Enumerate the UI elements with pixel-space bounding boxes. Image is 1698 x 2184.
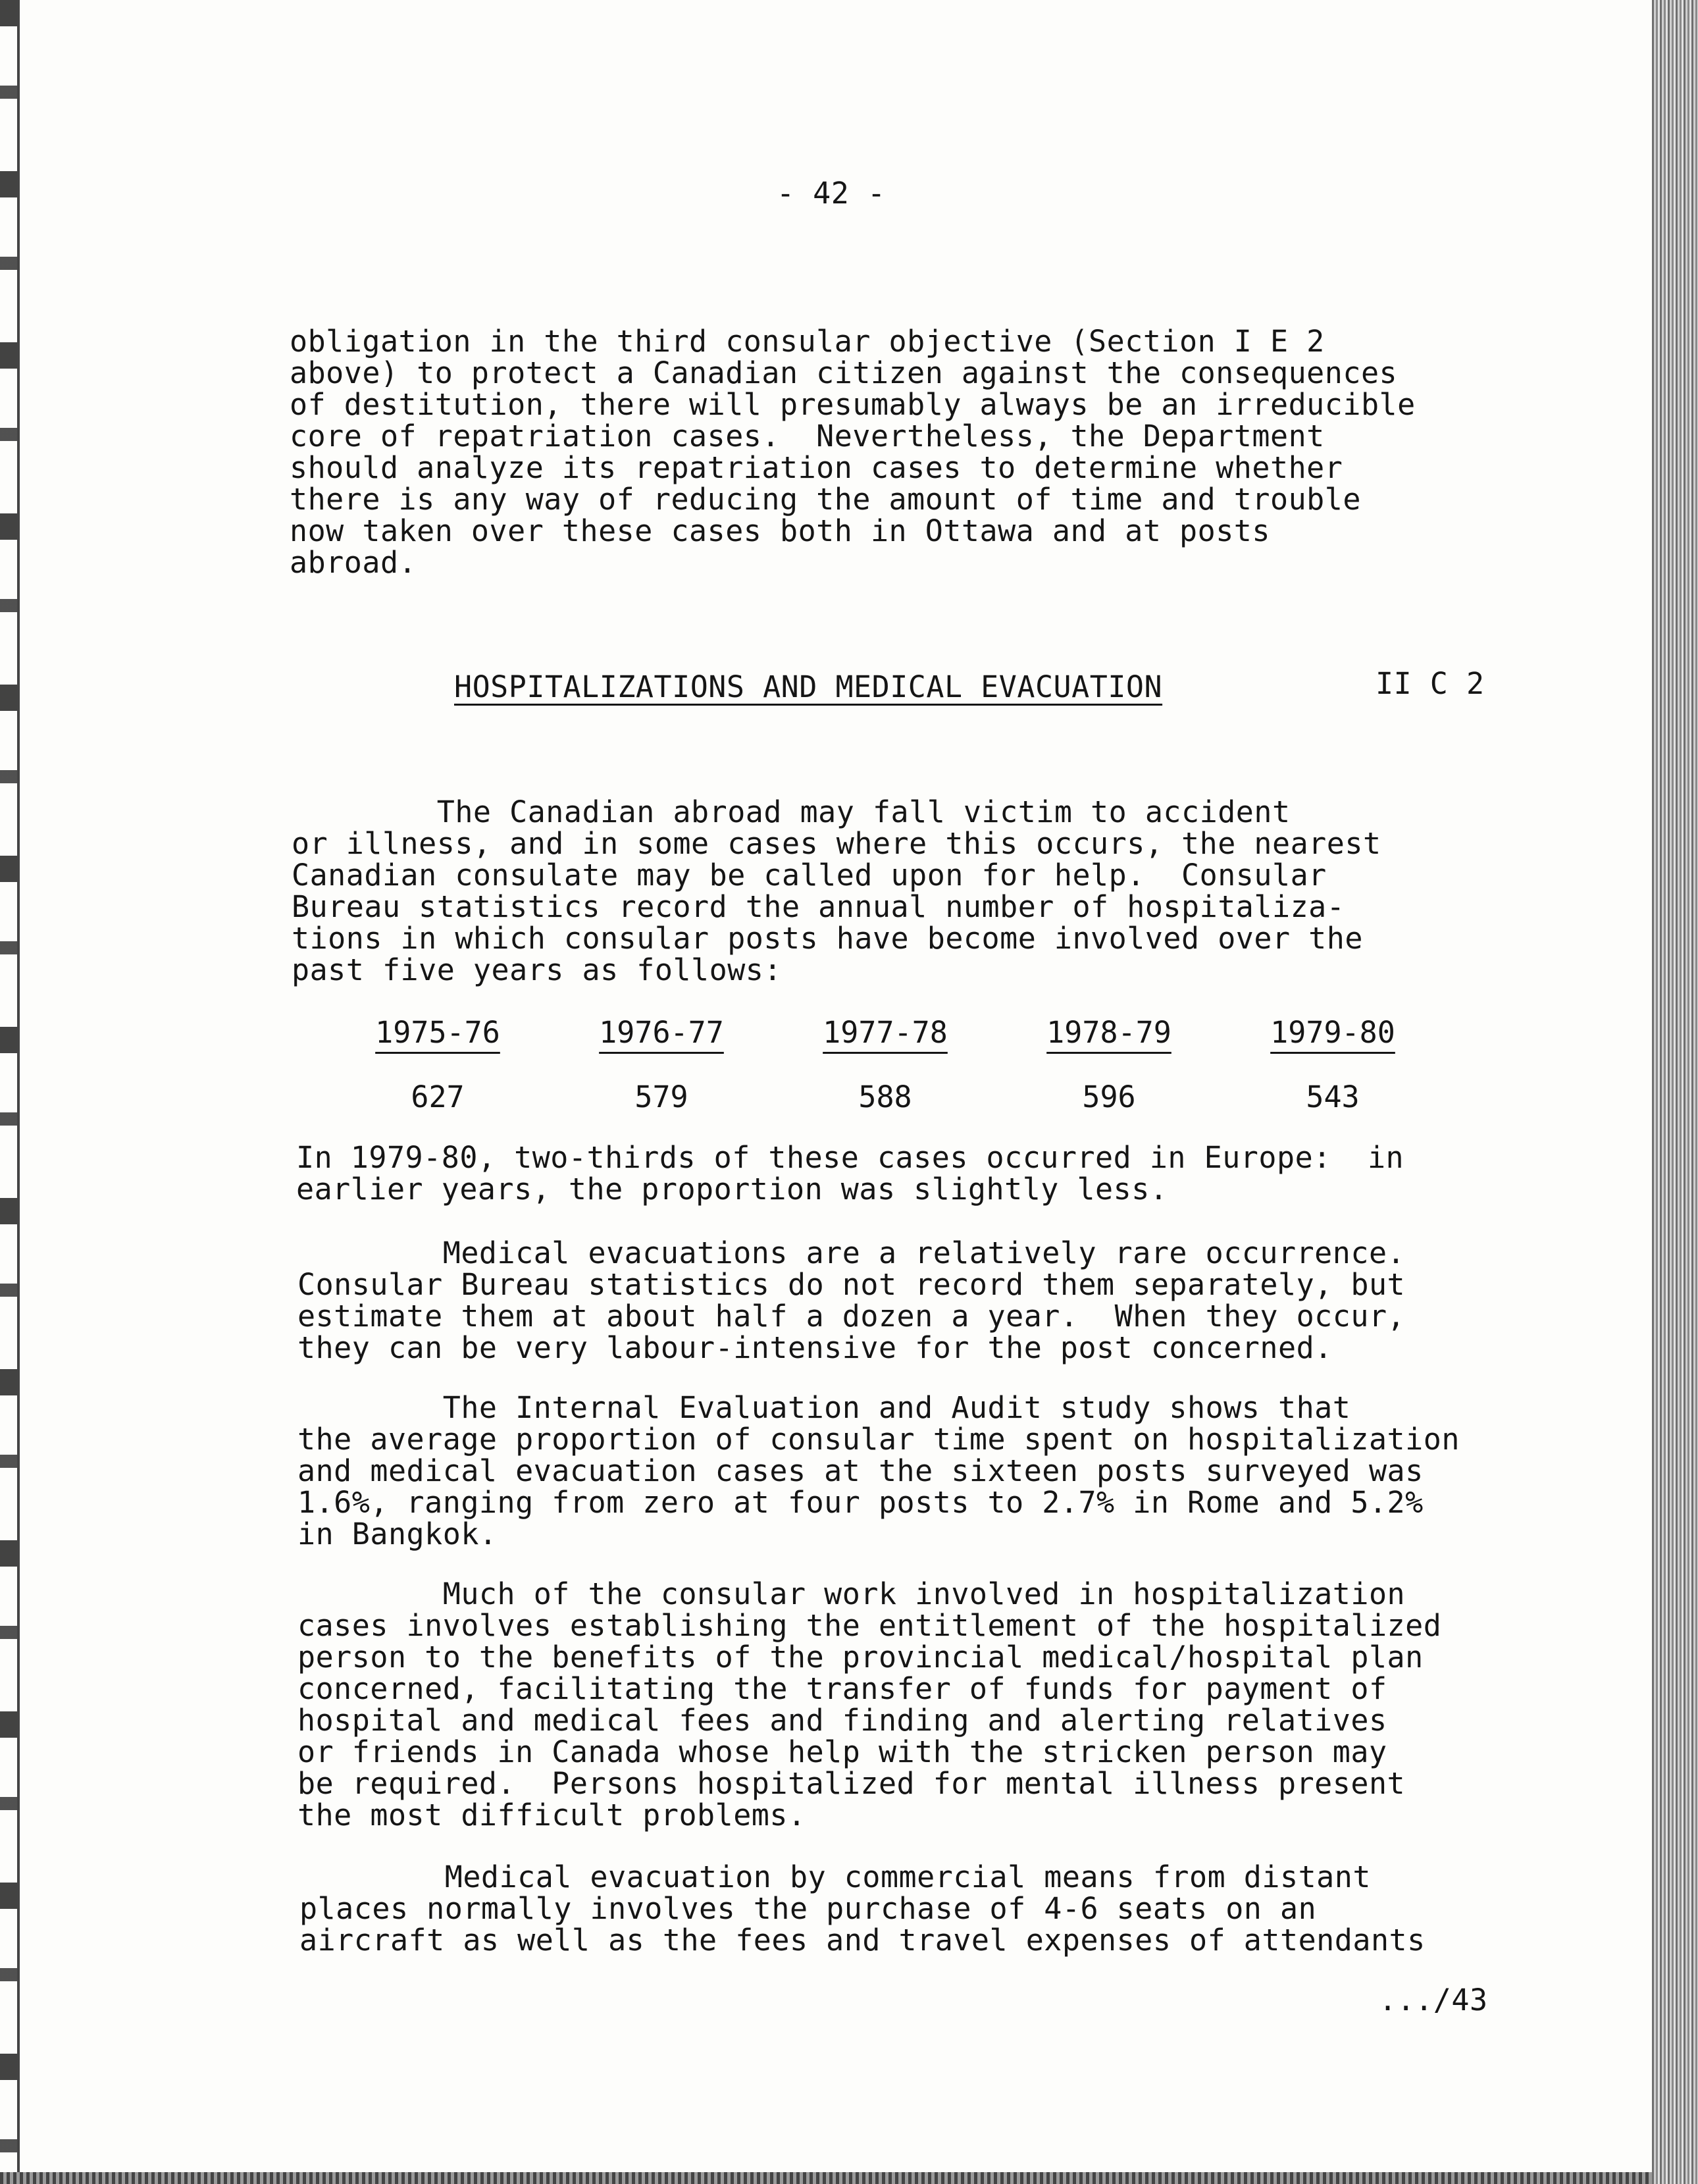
stat-column: [1250, 1017, 1415, 1113]
section-code: II C 2: [1376, 666, 1485, 701]
stat-year: 1977-78: [823, 1015, 948, 1050]
stat-year: 1979-80: [1270, 1015, 1395, 1050]
stat-count: 627: [411, 1079, 465, 1114]
stat-column: [579, 1017, 744, 1113]
stat-column: [803, 1017, 967, 1113]
continuation-marker: .../43: [1379, 1983, 1488, 2017]
paragraph-commercial-evacuation: Medical evacuation by commercial means from distant places normally involves the purchase of 4-6 seats on an aircraft as well as the fees and travel expenses of attendants: [299, 1859, 1426, 1958]
scan-binding-line: [17, 0, 20, 2184]
stat-count: 579: [634, 1079, 688, 1114]
stat-count: 596: [1082, 1079, 1136, 1114]
paragraph-hospitalizations-intro: The Canadian abroad may fall victim to accident or illness, and in some cases where this occurs, the nearest Canadian consulate may be called upon for help. Consular Bureau statistics record the annual number of hospitaliza- tions in which consular posts have become involved over the past five years as follows:: [292, 794, 1381, 987]
paragraph-medical-evacuations: Medical evacuations are a relatively rare occurrence. Consular Bureau statistics do not record them separately, but estimate them at about half a dozen a year. When they occur, they can be very labour-intensive for the post concerned.: [297, 1235, 1406, 1365]
scan-page-edge: [1652, 0, 1698, 2184]
paragraph-consular-work: Much of the consular work involved in hospitalization cases involves establishing the entitlement of the hospitalized person to the benefits of the provincial medical/hospital plan concerned, facilitating the transfer of funds for payment of hospital and medical fees and finding and alerting relatives or friends in Canada whose help with the stricken person may be required. Persons hospitalized for mental illness present the most difficult problems.: [297, 1576, 1442, 1833]
stat-column: [1027, 1017, 1191, 1113]
paragraph-europe: In 1979-80, two-thirds of these cases occurred in Europe: in earlier years, the proportion was slightly less.: [296, 1140, 1404, 1207]
section-heading: HOSPITALIZATIONS AND MEDICAL EVACUATION: [454, 669, 1163, 704]
stat-count: 588: [858, 1079, 912, 1114]
paragraph-repatriation: obligation in the third consular objective (Section I E 2 above) to protect a Canadian citizen against the consequences of destitution, there will presumably always be an irreducible core of repatriation cases. Nevertheless, the Department should analyze its repatriation cases to determine whether there is any way of reducing the amount of time and trouble now taken over these cases both in Ottawa and at posts abroad.: [290, 324, 1416, 580]
stat-year: 1978-79: [1046, 1015, 1171, 1050]
stat-year: 1976-77: [599, 1015, 724, 1050]
stat-column: [355, 1017, 520, 1113]
scan-bottom-edge: [0, 2172, 1652, 2184]
stat-count: 543: [1306, 1079, 1360, 1114]
stat-year: 1975-76: [375, 1015, 500, 1050]
paragraph-audit-study: The Internal Evaluation and Audit study shows that the average proportion of consular time spent on hospitalization and medical evacuation cases at the sixteen posts surveyed was 1.6%, ranging from zero at four posts to 2.7% in Rome and 5.2% in Bangkok.: [297, 1390, 1460, 1551]
page-number: - 42 -: [777, 176, 886, 211]
